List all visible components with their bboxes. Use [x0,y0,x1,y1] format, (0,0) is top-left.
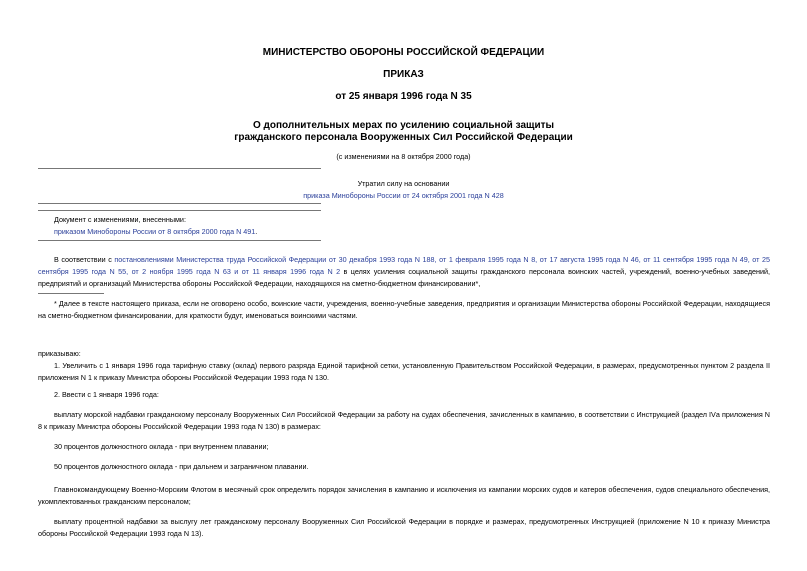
ministry-heading: МИНИСТЕРСТВО ОБОРОНЫ РОССИЙСКОЙ ФЕДЕРАЦИИ [262,47,545,58]
preamble-link[interactable]: постановлениями Министерства труда Российской Федерации от 30 декабря 1993 года N 188, от 1 февраля 1995 года N 8, от 17 августа 1995 года N 46, от 11 сентября 1995 года N 49, от 25 сентября 1995 года N 55, от 2 ноября 1995 года N 63 и от 11 января 1996 года N 2 [38,255,770,276]
order-paragraph-6: Главнокомандующему Военно-Морским Флотом в месячный срок определить порядок зачисления в кампанию и исключения из кампании морских судов и катеров обеспечения, судов специального обеспечения, укомплектованных гражданским персоналом; [38,485,770,506]
changes-link[interactable]: приказом Минобороны России от 8 октября 2000 года N 491 [54,227,256,236]
order-paragraph-2: 2. Ввести с 1 января 1996 года: [54,390,159,399]
divider [38,168,321,169]
lost-force-link[interactable]: приказа Минобороны России от 24 октября 2001 года N 428 [303,191,504,200]
footnote: * Далее в тексте настоящего приказа, если не оговорено особо, воинские части, учреждения, военно-учебные заведения, предприятия и организации Министерства обороны Российской Федерации, находящиеся на сметно-бюджетном финансировании, для краткости будут, именоваться воинскими частями. [38,299,770,320]
date-number: от 25 января 1996 года N 35 [335,91,472,102]
doc-type: ПРИКАЗ [383,69,424,80]
preamble-intro: В соответствии с [54,255,115,264]
order-paragraph-1: 1. Увеличить с 1 января 1996 года тарифную ставку (оклад) первого разряда Единой тарифной сетки, установленную Правительством Российской Федерации, в размерах, предусмотренных пунктом 2 раздела II приложения N 1 к приказу Министра обороны Российской Федерации 1993 года N 130. [38,361,770,382]
lost-force-text: Утратил силу на основании [357,179,450,188]
order-command: приказываю: [38,349,81,358]
divider [38,240,321,241]
order-paragraph-5: 50 процентов должностного оклада - при дальнем и заграничном плавании. [54,462,309,471]
divider [38,203,321,204]
preamble-paragraph [38,254,770,290]
divider [38,210,321,211]
changes-link-end: . [255,227,258,236]
title-line-1: О дополнительных мерах по усилению социальной защиты [252,120,555,131]
preamble-rest: в целях усиления социальной защиты гражданского персонала воинских частей, учреждений, военно-учебных заведений, предприятий и организаций Министерства обороны Российской Федерации, находящихся на сметно-бюджетном финансировании*, [38,267,771,288]
order-paragraph-4: 30 процентов должностного оклада - при внутреннем плавании; [54,442,269,451]
order-paragraph-3: выплату морской надбавки гражданскому персоналу Вооруженных Сил Российской Федерации за работу на судах обеспечения, зачисленных в кампанию, в соответствии с Инструкцией (раздел IVа приложения N 8 к приказу Министра обороны Российской Федерации 1993 года N 130) в размерах: [38,410,770,431]
title-line-2: гражданского персонала Вооруженных Сил Российской Федерации [234,132,573,143]
order-paragraph-7: выплату процентной надбавки за выслугу лет гражданскому персоналу Вооруженных Сил Российской Федерации в порядке и размерах, предусмотренных Инструкцией (приложение N 10 к приказу Министра обороны Российской Федерации 1993 года N 13). [38,517,770,538]
changes-label: Документ с изменениями, внесенными: [54,215,186,224]
amendments-note: (с изменениями на 8 октября 2000 года) [336,152,471,161]
footnote-divider [38,293,104,294]
